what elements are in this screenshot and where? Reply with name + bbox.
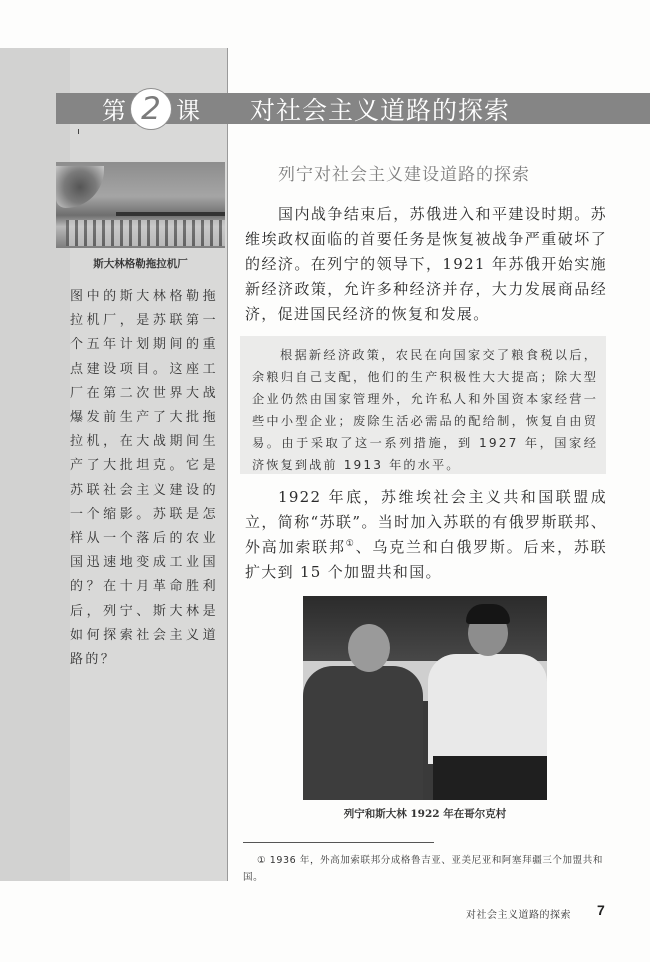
photo-inset [56, 166, 104, 208]
lesson-suffix: 课 [176, 97, 200, 125]
lesson-prefix: 第 [102, 97, 126, 125]
body-paragraph-2 [245, 485, 607, 585]
figure-left-head [348, 624, 390, 672]
body-paragraph-1: 国内战争结束后，苏俄进入和平建设时期。苏维埃政权面临的首要任务是恢复被战争严重破坏了的经济。在列宁的领导下，1921 年苏俄开始实施新经济政策，允许多种经济并存，大力发展商品经济，促进国民经济的恢复和发展。 [245, 205, 607, 323]
paragraph-2-part-a: 1922 年底，苏维埃社会主义共和国联盟成立，简称“苏联”。当时加入苏联的有俄罗斯联邦、外高加索联邦 [245, 488, 607, 556]
tractor-rows [66, 220, 225, 246]
footnote-ref-link[interactable]: ① [345, 539, 356, 549]
figure-right-hair [466, 604, 510, 624]
lesson-title-bar [56, 90, 650, 127]
footnote-text: ① 1936 年，外高加索联邦分成格鲁吉亚、亚美尼亚和阿塞拜疆三个加盟共和国。 [243, 855, 603, 883]
lenin-stalin-photo [303, 596, 547, 800]
quote-text: 根据新经济政策，农民在向国家交了粮食税以后，余粮归自己支配，他们的生产积极性大大提高；除大型企业仍然由国家管理外，允许私人和外国资本家经营一些中小型企业；废除生活必需品的配给制，恢复自由贸易。由于采取了这一系列措施，到 1927 年，国家经济恢复到战前 1913 年的水平。 [252, 348, 598, 472]
factory-roof [116, 212, 225, 216]
portrait-photo-caption: 列宁和斯大林 1922 年在哥尔克村 [343, 808, 507, 820]
factory-photo-caption: 斯大林格勒拖拉机厂 [93, 258, 188, 270]
lesson-number-badge: 2 [130, 88, 172, 130]
paragraph-2-part-b: 、乌克兰和白俄罗斯。后来，苏联扩大到 15 个加盟共和国。 [245, 538, 607, 581]
tractor-factory-photo [56, 162, 225, 248]
footnote-divider [243, 842, 434, 843]
section-heading: 列宁对社会主义建设道路的探索 [278, 165, 530, 185]
quote-box [240, 336, 606, 474]
margin-tick [78, 129, 79, 134]
running-footer-title: 对社会主义道路的探索 [466, 910, 571, 921]
page-number: 7 [597, 902, 605, 918]
lesson-label [102, 88, 200, 130]
lesson-title: 对社会主义道路的探索 [250, 95, 511, 125]
figure-left-body [303, 666, 423, 800]
figure-right-legs [433, 756, 547, 800]
figure-right-body [428, 654, 547, 764]
sidebar-intro-text: 图中的斯大林格勒拖拉机厂，是苏联第一个五年计划期间的重点建设项目。这座工厂在第二次世界大战爆发前生产了大批拖拉机，在大战期间生产了大批坦克。它是苏联社会主义建设的一个缩影。苏联是怎样从一个落后的农业国迅速地变成工业国的？在十月革命胜利后，列宁、斯大林是如何探索社会主义道路的？ [70, 289, 218, 668]
